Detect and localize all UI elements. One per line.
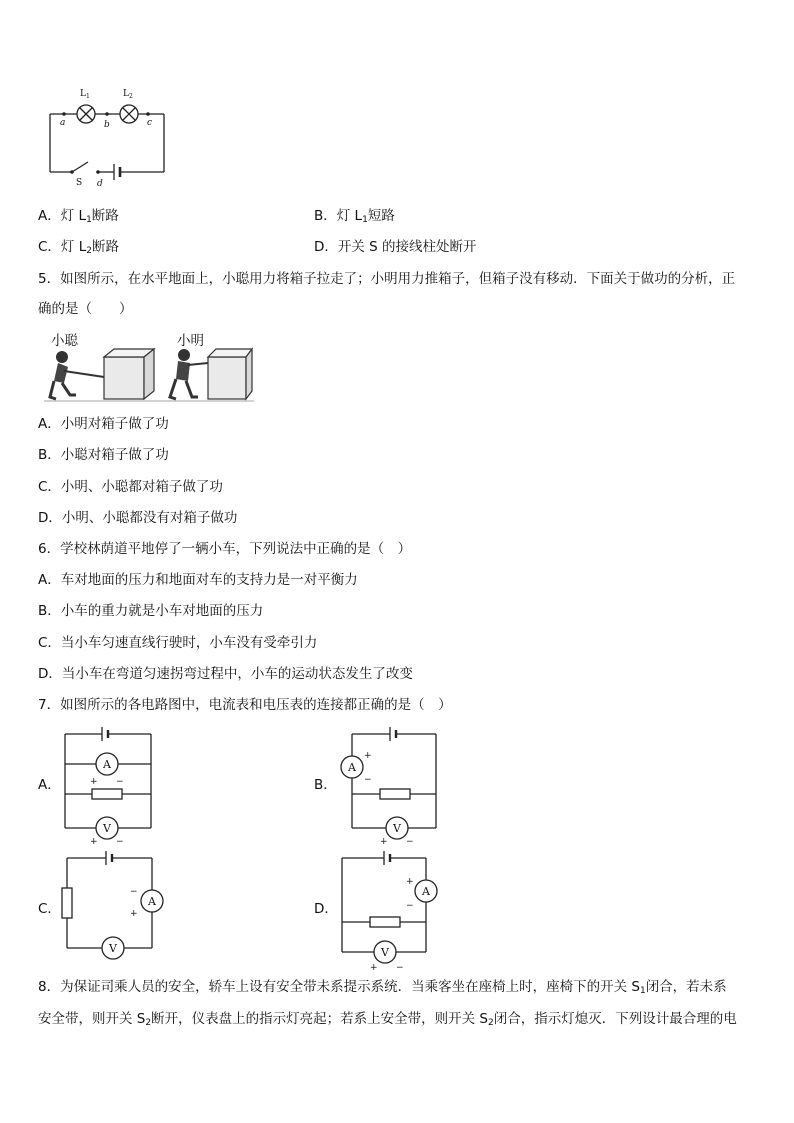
svg-text:−: − [130, 887, 138, 897]
svg-text:S: S [76, 178, 83, 188]
svg-text:A: A [103, 758, 111, 771]
svg-text:V: V [103, 822, 111, 835]
svg-text:A: A [148, 895, 156, 908]
q6-option-d: D．当小车在弯道匀速拐弯过程中，小车的运动状态发生了改变 [38, 666, 413, 682]
svg-text:+: + [370, 963, 378, 973]
q7-circuit-a [60, 724, 160, 846]
svg-text:A: A [422, 885, 430, 898]
svg-text:−: − [116, 837, 124, 847]
q5-option-b: B．小聪对箱子做了功 [38, 447, 169, 463]
svg-text:−: − [116, 777, 124, 787]
box-right-icon [208, 349, 252, 399]
q4-circuit-diagram [40, 82, 180, 192]
svg-text:V: V [381, 946, 389, 959]
q6-option-b: B．小车的重力就是小车对地面的压力 [38, 603, 264, 619]
svg-text:a: a [60, 118, 66, 128]
svg-text:+: + [130, 909, 138, 919]
q5-figure-label-left: 小聪 [51, 333, 78, 349]
q4-option-b: B．灯 $L_1$短路 [314, 208, 395, 225]
box-left-icon [104, 349, 154, 399]
svg-text:L2: $L_2$ [123, 89, 133, 100]
voltmeter-icon [96, 817, 118, 839]
q6-option-a: A．车对地面的压力和地面对车的支持力是一对平衡力 [38, 572, 358, 588]
q7-option-a-letter: A． [38, 777, 61, 793]
svg-text:c: c [147, 118, 153, 128]
q4-option-c: C．灯 $L_2$断路 [38, 239, 119, 256]
svg-text:−: − [396, 963, 404, 973]
q5-stem-line-1: 5．如图所示，在水平地面上，小聪用力将箱子拉走了；小明用力推箱子，但箱子没有移动．下面关于做功的分析，正 [38, 271, 736, 287]
svg-text:+: + [406, 877, 414, 887]
svg-text:d: d [97, 179, 103, 189]
q8-stem-line-1: 8．为保证司乘人员的安全，轿车上设有安全带未系提示系统．当乘客坐在座椅上时，座椅下的开关 $S_1$闭合，若未系 [38, 979, 727, 996]
svg-text:V: V [109, 942, 117, 955]
lamp-l2-icon [120, 105, 138, 123]
svg-text:V: V [393, 822, 401, 835]
voltmeter-icon [386, 817, 408, 839]
q6-stem: 6．学校林荫道平地停了一辆小车，下列说法中正确的是（ ） [38, 541, 412, 557]
svg-text:−: − [406, 837, 414, 847]
pushing-person-icon [170, 349, 208, 399]
q8-stem-line-2: 安全带，则开关 $S_2$断开，仪表盘上的指示灯亮起；若系上安全带，则开关 $S_2$闭合，指示灯熄灭．下列设计最合理的电 [38, 1011, 737, 1028]
q7-option-c-letter: C． [38, 901, 61, 917]
q5-pull-push-figure [44, 345, 254, 407]
q7-circuit-d [336, 848, 446, 978]
q6-option-c: C．当小车匀速直线行驶时，小车没有受牵引力 [38, 635, 318, 651]
ammeter-icon [141, 890, 163, 912]
svg-text:+: + [380, 837, 388, 847]
pulling-person-icon [50, 351, 104, 399]
ammeter-icon [96, 753, 118, 775]
voltmeter-icon [102, 937, 124, 959]
svg-text:+: + [90, 777, 98, 787]
q5-option-d: D．小明、小聪都没有对箱子做功 [38, 510, 238, 526]
q7-stem: 7．如图所示的各电路图中，电流表和电压表的连接都正确的是（ ） [38, 697, 452, 713]
svg-text:+: + [90, 837, 98, 847]
ammeter-icon [341, 756, 363, 778]
q5-option-a: A．小明对箱子做了功 [38, 416, 169, 432]
lamp-l1-icon [77, 105, 95, 123]
q7-option-d-letter: D． [314, 901, 338, 917]
q7-circuit-b [336, 724, 446, 846]
q5-stem-line-2: 确的是（ ） [38, 301, 133, 317]
svg-text:−: − [364, 775, 372, 785]
voltmeter-icon [374, 941, 396, 963]
q7-circuit-c [60, 848, 170, 970]
q5-option-c: C．小明、小聪都对箱子做了功 [38, 479, 223, 495]
svg-text:−: − [406, 901, 414, 911]
svg-text:+: + [364, 751, 372, 761]
q7-option-b-letter: B． [314, 777, 337, 793]
svg-text:b: b [104, 120, 110, 130]
ammeter-icon [415, 880, 437, 902]
q4-option-a: A．灯 $L_1$断路 [38, 208, 119, 225]
q4-option-d: D．开关 S 的接线柱处断开 [314, 239, 477, 255]
svg-text:A: A [348, 761, 356, 774]
svg-text:L1: $L_1$ [80, 89, 90, 100]
q5-figure-label-right: 小明 [177, 333, 204, 349]
